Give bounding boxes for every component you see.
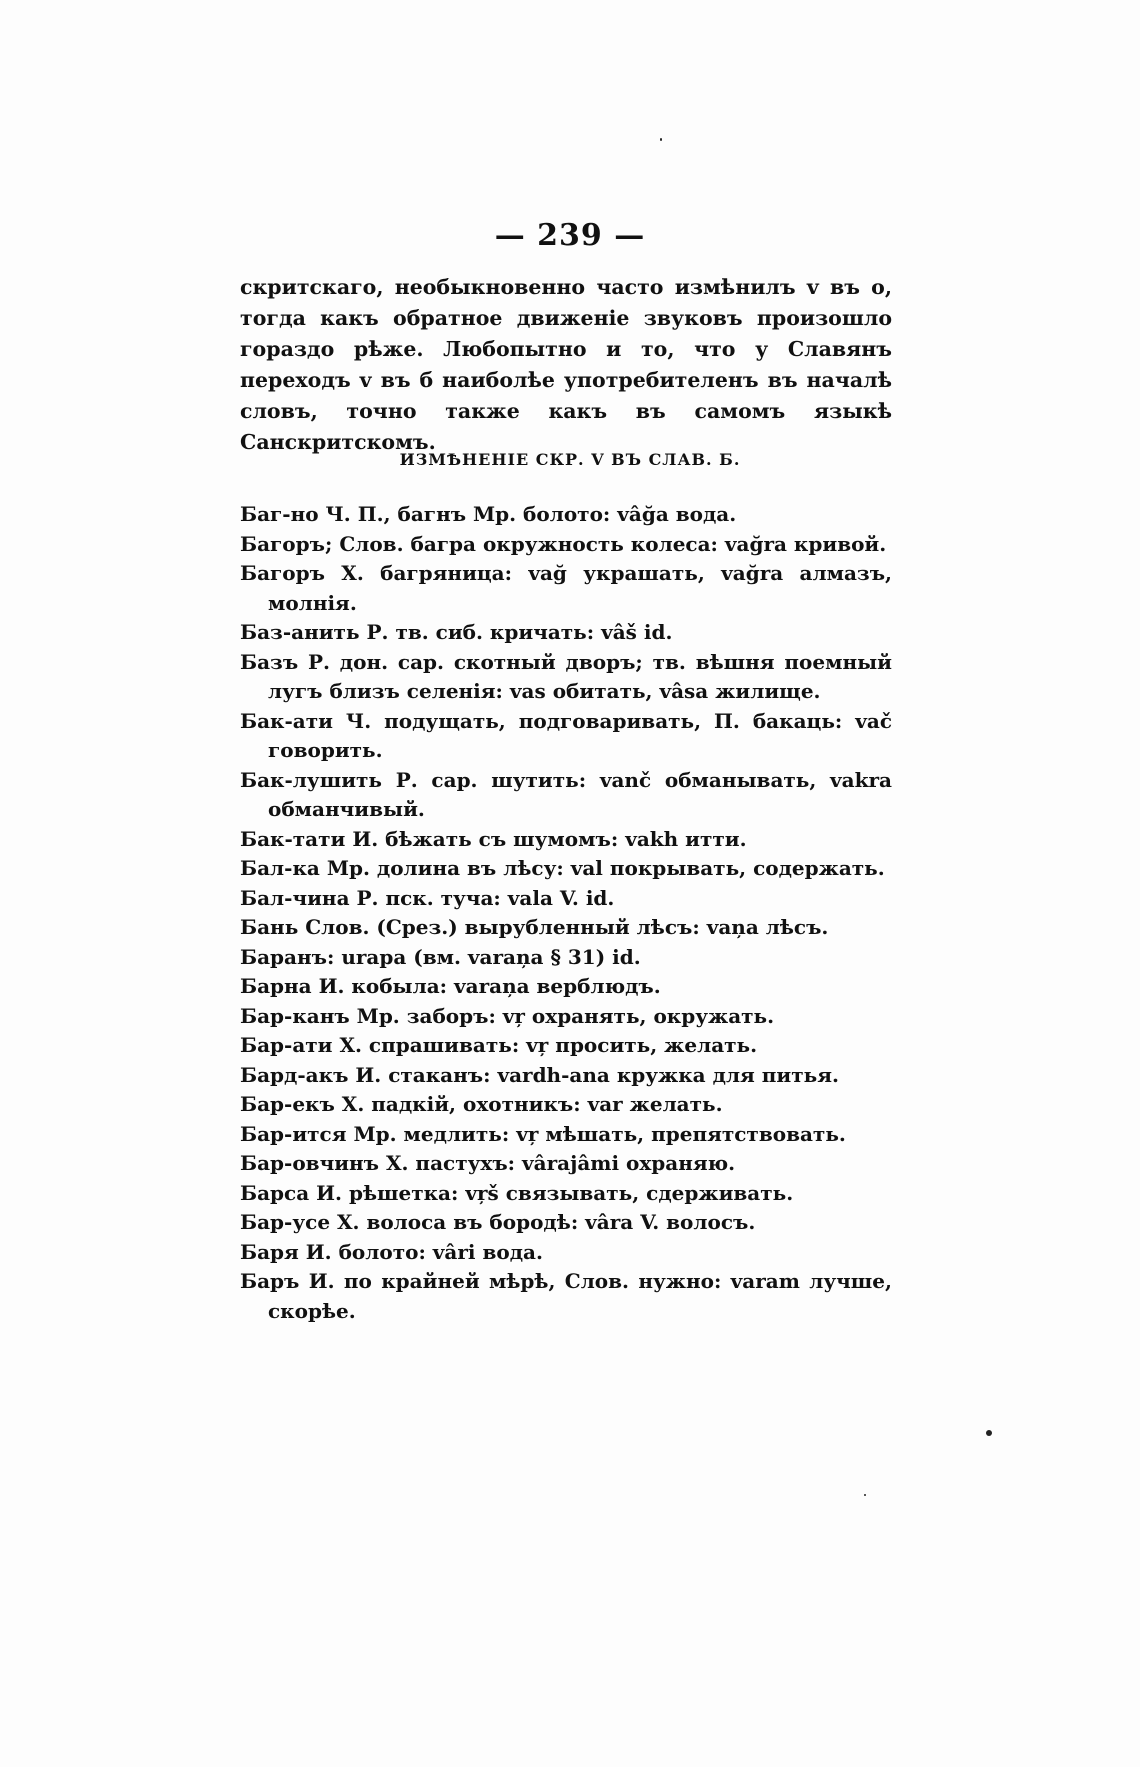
dictionary-entry: Барса И. рѣшетка: vŗš связывать, сдерживать. — [240, 1180, 794, 1205]
ink-speck — [660, 138, 662, 141]
dictionary-entry: Багоръ Х. багряница: vağ украшать, vağra алмазъ, молнія. — [240, 561, 892, 615]
dictionary-entry: Бар-овчинъ Х. пастухъ: vârajâmi охраняю. — [240, 1151, 736, 1175]
dictionary-entry: Баз-анить Р. тв. сиб. кричать: vâš id. — [240, 620, 673, 644]
body-paragraph: скритскаго, необыкновенно часто измѣнилъ v въ о, тогда какъ обратное движеніе звуковъ произошло гораздо рѣже. Любопытно и то, что у Славянъ переходъ v въ б наиболѣе употребителенъ въ началѣ словъ, точно также какъ въ самомъ языкѣ Санскритскомъ. — [240, 275, 892, 454]
dictionary-entry: Бар-канъ Мр. заборъ: vŗ охранять, окружать. — [240, 1003, 775, 1028]
dictionary-entry: Баранъ: urapa (вм. varaņa § 31) id. — [240, 944, 641, 969]
dictionary-entry: Баръ И. по крайней мѣрѣ, Слов. нужно: varam лучше, скорѣе. — [240, 1269, 892, 1323]
dictionary-entry: Бар-ится Мр. медлить: vŗ мѣшать, препятствовать. — [240, 1121, 846, 1146]
dictionary-entry: Бань Слов. (Срез.) вырубленный лѣсъ: vaņa лѣсъ. — [240, 915, 829, 939]
dictionary-entry: Бал-ка Мр. долина въ лѣсу: val покрывать, содержать. — [240, 856, 885, 880]
dictionary-entry: Баг-но Ч. П., багнъ Мр. болото: vâğa вода. — [240, 502, 737, 526]
dictionary-entry: Багоръ; Слов. багра окружность колеса: vağra кривой. — [240, 531, 887, 556]
dictionary-entry: Бак-лушить Р. сар. шутить: vanč обманывать, vakra обманчивый. — [240, 767, 892, 821]
section-heading: ИЗМѢНЕНІЕ СКР. V ВЪ СЛАВ. Б. — [399, 450, 741, 469]
ink-speck — [864, 1494, 866, 1496]
dictionary-entry: Бар-екъ Х. падкій, охотникъ: var желать. — [240, 1092, 723, 1116]
dictionary-entry: Бар-ати Х. спрашивать: vŗ просить, желать. — [240, 1033, 758, 1057]
dictionary-entries — [240, 500, 892, 1326]
dictionary-entry: Бар-усе Х. волоса въ бородѣ: vâra V. волосъ. — [240, 1210, 756, 1234]
dictionary-entry: Бал-чина Р. пск. туча: vala V. id. — [240, 885, 615, 910]
dictionary-entry: Баря И. болото: vâri вода. — [240, 1239, 543, 1264]
dictionary-entry: Бак-ати Ч. подущать, подговаривать, П. бакаць: vač говорить. — [240, 708, 892, 762]
dictionary-entry: Барна И. кобыла: varaņa верблюдъ. — [240, 974, 661, 998]
ink-speck — [986, 1430, 992, 1436]
dictionary-entry: Бард-акъ И. стаканъ: vardh-ana кружка для питья. — [240, 1062, 839, 1087]
dictionary-entry: Бак-тати И. бѣжать съ шумомъ: vakh итти. — [240, 826, 747, 851]
page-number: — 239 — — [494, 218, 646, 253]
dictionary-entry: Базъ Р. дон. сар. скотный дворъ; тв. вѣшня поемный лугъ близъ селенія: vas обитать, vâsa жилище. — [240, 649, 892, 703]
